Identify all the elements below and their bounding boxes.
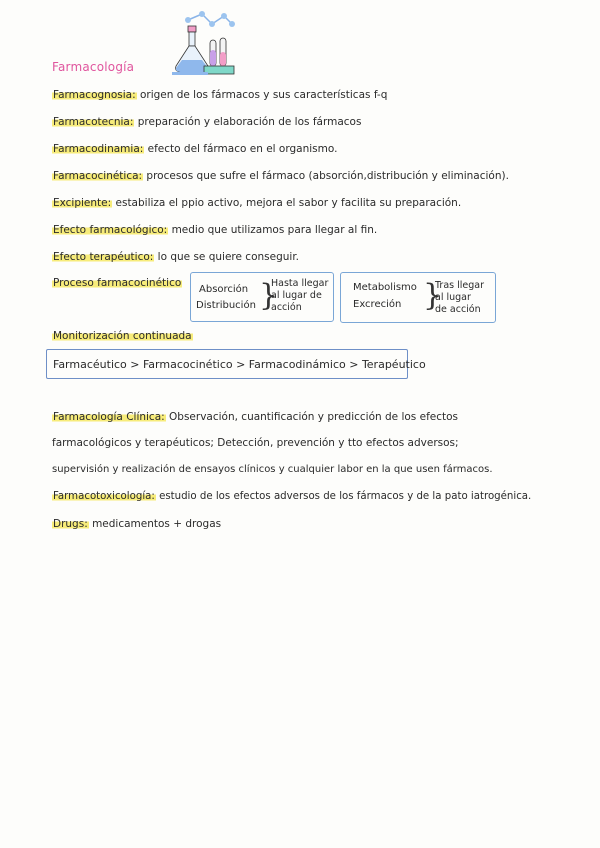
definition-efecto-terapeutico — [52, 251, 299, 263]
box-note: Hasta llegar — [271, 278, 329, 289]
definition-text: Observación, cuantificación y predicción de los efectos — [165, 411, 459, 423]
metabolismo-excrecion-box — [340, 272, 496, 323]
definition-text: estudio de los efectos adversos de los fármacos y de la pato iatrogénica. — [155, 491, 532, 502]
lab-flask-icon — [168, 10, 240, 78]
brace-icon: } — [259, 278, 279, 313]
definition-text: preparación y elaboración de los fármacos — [134, 116, 362, 128]
definition-text: medicamentos + drogas — [88, 518, 222, 530]
box-item: Absorción — [199, 284, 249, 295]
monitorizacion-label — [52, 330, 193, 342]
definition-excipiente — [52, 197, 461, 209]
term-label: Efecto farmacológico: — [53, 224, 168, 236]
definition-farmacocinetica — [52, 170, 509, 182]
process-chain-box: Farmacéutico > Farmacocinético > Farmacodinámico > Terapéutico — [46, 349, 408, 379]
box-item: Distribución — [196, 300, 256, 311]
box-note: Tras llegar — [435, 280, 484, 291]
brace-icon: } — [423, 278, 443, 313]
definition-text: estabiliza el ppio activo, mejora el sabor y facilita su preparación. — [112, 197, 462, 209]
box-note: de acción — [435, 304, 481, 315]
definition-farmacodinamia — [52, 143, 337, 155]
definition-efecto-farmacologico — [52, 224, 377, 236]
term-label: Farmacotecnia: — [53, 116, 134, 128]
term-label: Farmacotoxicología: — [53, 491, 155, 502]
definition-farmacotecnia — [52, 116, 361, 128]
term-label: Proceso farmacocinético — [53, 277, 182, 289]
term-label: Monitorización continuada — [53, 330, 192, 342]
term-label: Drugs: — [53, 518, 88, 530]
term-label: Farmacología Clínica: — [53, 411, 165, 423]
definition-farmacognosia — [52, 89, 387, 101]
term-label: Farmacocinética: — [53, 170, 143, 182]
definition-drugs — [52, 518, 221, 530]
page-title: Farmacología — [52, 60, 135, 74]
box-item: Excreción — [353, 299, 402, 310]
term-label: Farmacognosia: — [53, 89, 136, 101]
box-note: acción — [271, 302, 302, 313]
box-note: al lugar — [435, 292, 471, 303]
box-item: Metabolismo — [353, 282, 417, 293]
term-label: Excipiente: — [53, 197, 112, 209]
term-label: Farmacodinamia: — [53, 143, 144, 155]
term-label: Efecto terapéutico: — [53, 251, 154, 263]
definition-text: procesos que sufre el fármaco (absorción,distribución y eliminación). — [143, 170, 509, 182]
definition-text: efecto del fármaco en el organismo. — [144, 143, 338, 155]
absorcion-distribucion-box — [190, 272, 334, 322]
definition-farmacotoxicologia — [52, 491, 531, 502]
box-note: al lugar de — [271, 290, 322, 301]
definition-text: lo que se quiere conseguir. — [154, 251, 300, 263]
clinica-line-2: farmacológicos y terapéuticos; Detección, prevención y tto efectos adversos; — [52, 437, 459, 449]
proceso-label — [52, 277, 182, 289]
definition-text: medio que utilizamos para llegar al fin. — [168, 224, 378, 236]
clinica-line-1 — [52, 411, 458, 423]
definition-text: origen de los fármacos y sus características f-q — [136, 89, 388, 101]
clinica-line-3: supervisión y realización de ensayos clínicos y cualquier labor en la que usen fármacos. — [52, 464, 493, 475]
